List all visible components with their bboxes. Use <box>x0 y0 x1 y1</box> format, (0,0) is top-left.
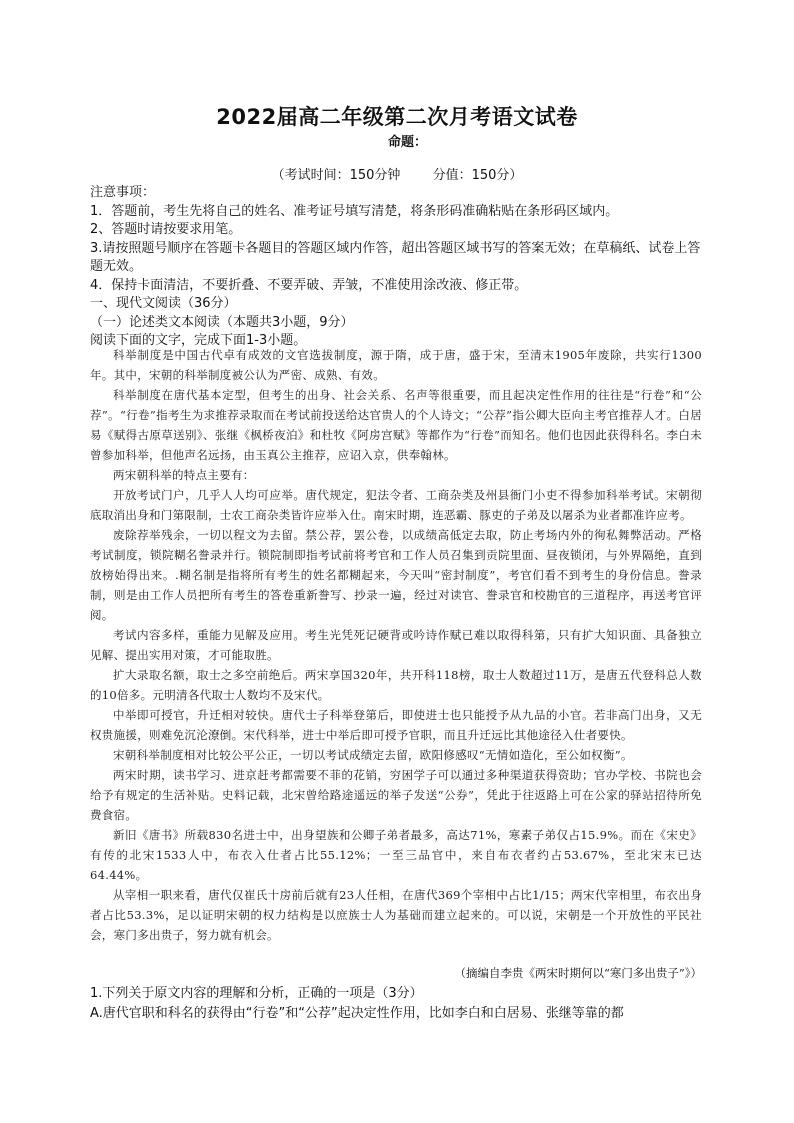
section-heading: 一、现代文阅读（36分） <box>90 296 237 311</box>
notes-heading: 注意事项： <box>90 185 156 200</box>
notes-section <box>90 184 702 351</box>
subtitle: 命题： <box>388 135 428 150</box>
passage-paragraph: 开放考试门户，几乎人人均可应举。唐代规定，犯法令者、工商杂类及州县衙门小吏不得参加科举考试。宋朝彻底取消出身和门第限制，士农工商杂类皆许应举入仕。南宋时期，连恶霸、豚吏的子弟及以屠杀为业者都准许应考。 <box>90 488 702 522</box>
passage-paragraph: 考试内容多样，重能力见解及应用。考生光凭死记硬背或吟诗作赋已难以取得科第，只有扩大知识面、具备独立见解、提出实用对策，才可能取胜。 <box>90 628 702 662</box>
passage-paragraph: 废除荐举残余，一切以程文为去留。禁公荐，罢公卷，以成绩高低定去取，防止考场内外的徇私舞弊活动。严格考试制度，锁院糊名誊录并行。锁院制即指考试前将考官和工作人员召集到贡院里面、昼夜锁闭，与外界隔绝，直到放榜始得出来。.糊名制是指将所有考生的姓名都糊起来，今天叫“密封制度”，考官们看不到考生的身份信息。誊录制，则是由工作人员把所有考生的答卷重新誊写、抄录一遍，经过对读官、誊录官和校勘官的三道程序，再送考官评阅。 <box>90 528 702 622</box>
passage-paragraph: 科举制度是中国古代卓有成效的文官选拔制度，源于隋，成于唐，盛于宋，至清末1905年废除，共实行1300年。其中，宋朝的科举制度被公认为严密、成熟、有效。 <box>90 348 702 382</box>
exam-info <box>0 164 794 183</box>
note-item: 3.请按照题号顺序在答题卡各题目的答题区域内作答，超出答题区域书写的答案无效；在草稿纸、试卷上答题无效。 <box>90 240 701 274</box>
exam-time: （考试时间：150分钟 <box>271 168 401 183</box>
note-item: 2、答题时请按要求用笔。 <box>90 222 242 237</box>
passage-paragraph: 新旧《唐书》所载830名进士中，出身望族和公卿子弟者最多，高达71%，寒素子弟仅占15.9%。而在《宋史》有传的北宋1533人中，布衣入仕者占比55.12%；一至三品官中，来自布衣者约占53.67%，至北宋末已达64.44%。 <box>90 828 702 882</box>
passage-paragraph: 两宋朝科举的特点主要有： <box>113 468 255 482</box>
question-stem: 1.下列关于原文内容的理解和分析，正确的一项是（3分） <box>90 986 423 1001</box>
note-item: 4．保持卡面清洁，不要折叠、不要弄破、弄皱，不准使用涂改液、修正带。 <box>90 277 528 293</box>
note-item: 1．答题前，考生先将自己的姓名、准考证号填写清楚，将条形码准确粘贴在条形码区域内。 <box>90 203 619 219</box>
page-title: 2022届高二年级第二次月考语文试卷 <box>216 105 578 129</box>
passage-paragraph: 从宰相一职来看，唐代仅崔氏十房前后就有23人任相，在唐代369个宰相中占比1/15；两宋代宰相里，布衣出身者占比53.3%，足以证明宋朝的权力结构是以庶族士人为基础而建立起来的。可以说，宋朝是一个开放性的平民社会，寒门多出贵子，努力就有机会。 <box>90 888 702 942</box>
reading-passage <box>90 345 702 945</box>
passage-source: （摘编自李贵《两宋时期何以“寒门多出贵子”》） <box>454 966 702 980</box>
exam-score: 分值：150分） <box>432 168 523 183</box>
passage-paragraph: 科举制度在唐代基本定型，但考生的出身、社会关系、名声等很重要，而且起决定性作用的往往是“行卷”和“公荐”。“行卷”指考生为求推荐录取而在考试前投送给达官贵人的个人诗文；“公荐”指公卿大臣向主考官推荐人才。白居易《赋得古原草送别》、张继《枫桥夜泊》和杜牧《阿房宫赋》等都作为“行卷”而知名。他们也因此获得科名。李白未曾参加科举，但他声名远扬，由玉真公主推荐，应诏入京，供奉翰林。 <box>90 388 702 462</box>
passage-paragraph: 宋朝科举制度相对比较公平公正，一切以考试成绩定去留，欧阳修感叹“无情如造化，至公如权衡”。 <box>113 748 633 762</box>
passage-paragraph: 扩大录取名额，取士之多空前绝后。两宋享国320年，共开科118榜，取士人数超过11万，是唐五代登科总人数的10倍多。元明清各代取士人数均不及宋代。 <box>90 668 702 702</box>
reading-instruction: 阅读下面的文字，完成下面1-3小题。 <box>90 333 307 348</box>
subsection-heading: （一）论述类文本阅读（本题共3小题，9分） <box>90 314 354 330</box>
question-option-a: A.唐代官职和科名的获得由“行卷”和“公荐”起决定性作用，比如李白和白居易、张继等靠的都 <box>90 1006 624 1021</box>
passage-paragraph: 中举即可授官，升迁相对较快。唐代士子科举登第后，即使进士也只能授予从九品的小官。若非高门出身，又无权贵施援，则难免沉沦潦倒。宋代科举，进士中举后即可授予官职，而且升迁远比其他途径入仕者要快。 <box>90 708 702 742</box>
passage-paragraph: 两宋时期，读书学习、进京赶考都需要不菲的花销，穷困学子可以通过多种渠道获得资助；官办学校、书院也会给予有规定的生活补贴。史料记载，北宋曾给路途遥远的举子发送“公券”，凭此于往返路上可在公家的驿站招待所免费食宿。 <box>90 768 702 822</box>
